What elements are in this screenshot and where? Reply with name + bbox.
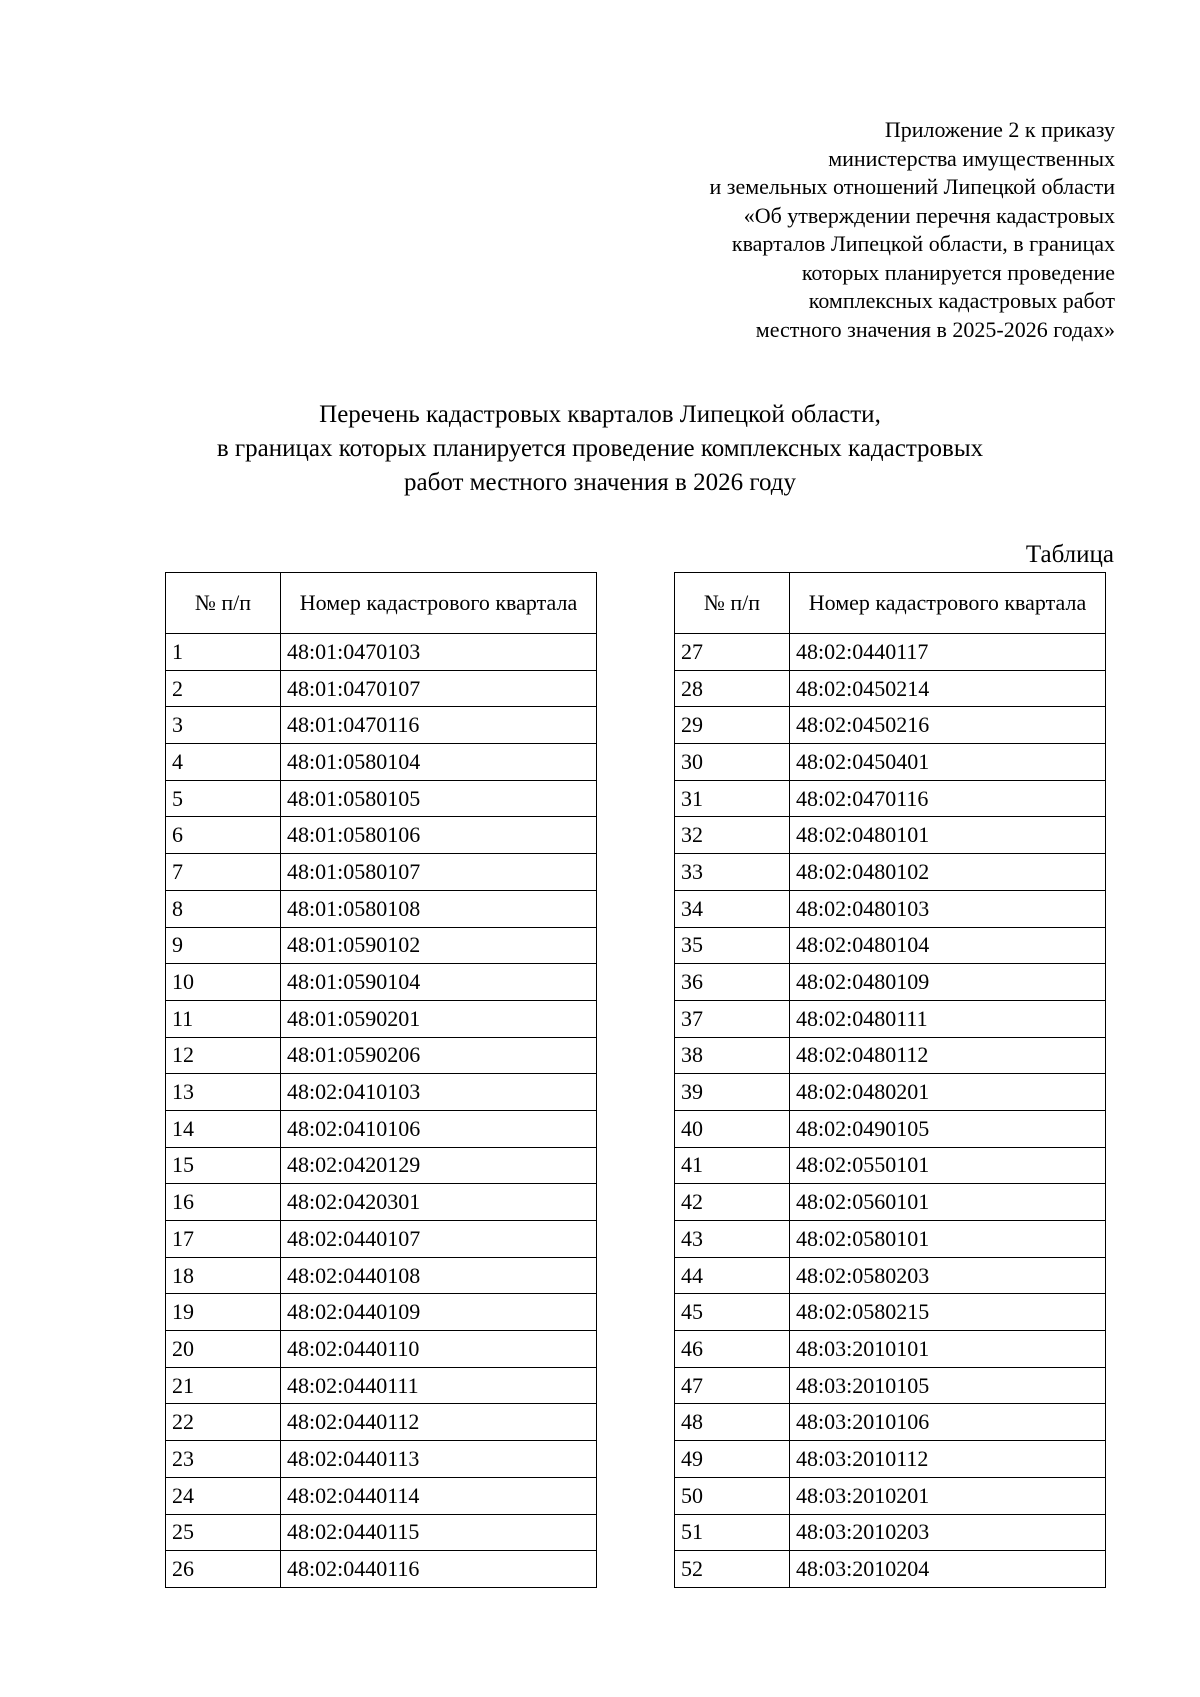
document-title xyxy=(0,398,1200,500)
header-cadastral-code: Номер кадастрового квартала xyxy=(281,573,597,634)
title-line: в границах которых планируется проведение комплексных кадастровых xyxy=(216,435,984,462)
table-row xyxy=(166,780,597,817)
row-number: 39 xyxy=(675,1074,790,1111)
table-row xyxy=(675,1000,1106,1037)
row-number: 43 xyxy=(675,1221,790,1258)
table-row xyxy=(675,1514,1106,1551)
row-number: 28 xyxy=(675,670,790,707)
header-line: которых планируется проведение xyxy=(801,259,1115,285)
table-row xyxy=(166,1147,597,1184)
row-number: 16 xyxy=(166,1184,281,1221)
row-number: 5 xyxy=(166,780,281,817)
header-line: «Об утверждении перечня кадастровых xyxy=(743,202,1115,228)
row-number: 32 xyxy=(675,817,790,854)
row-number: 20 xyxy=(166,1331,281,1368)
table-row xyxy=(166,744,597,781)
table-row xyxy=(166,1294,597,1331)
cadastral-code: 48:02:0470116 xyxy=(790,780,1106,817)
table-row xyxy=(166,670,597,707)
cadastral-code: 48:02:0580215 xyxy=(790,1294,1106,1331)
table-row xyxy=(166,1404,597,1441)
row-number: 33 xyxy=(675,854,790,891)
row-number: 11 xyxy=(166,1000,281,1037)
row-number: 6 xyxy=(166,817,281,854)
table-row xyxy=(166,1110,597,1147)
cadastral-code: 48:02:0580101 xyxy=(790,1221,1106,1258)
table-row xyxy=(675,1477,1106,1514)
header-number: № п/п xyxy=(675,573,790,634)
cadastral-code: 48:01:0580104 xyxy=(281,744,597,781)
table-header-row xyxy=(675,573,1106,634)
table-row xyxy=(166,964,597,1001)
cadastral-code: 48:01:0590104 xyxy=(281,964,597,1001)
header-line: комплексных кадастровых работ xyxy=(808,288,1115,313)
cadastral-code: 48:02:0480103 xyxy=(790,890,1106,927)
row-number: 12 xyxy=(166,1037,281,1074)
cadastral-code: 48:02:0480201 xyxy=(790,1074,1106,1111)
header-line: кварталов Липецкой области, в границах xyxy=(731,231,1115,256)
cadastral-code: 48:03:2010201 xyxy=(790,1477,1106,1514)
table-row xyxy=(675,1110,1106,1147)
cadastral-code: 48:02:0480104 xyxy=(790,927,1106,964)
table-row xyxy=(675,1221,1106,1258)
cadastral-code: 48:02:0480112 xyxy=(790,1037,1106,1074)
table-row xyxy=(675,780,1106,817)
row-number: 42 xyxy=(675,1184,790,1221)
title-line: работ местного значения в 2026 году xyxy=(404,469,796,496)
table-row xyxy=(675,744,1106,781)
cadastral-code: 48:02:0550101 xyxy=(790,1147,1106,1184)
appendix-header xyxy=(515,116,1115,344)
row-number: 41 xyxy=(675,1147,790,1184)
cadastral-code: 48:02:0450216 xyxy=(790,707,1106,744)
cadastral-code: 48:02:0440111 xyxy=(281,1367,597,1404)
row-number: 36 xyxy=(675,964,790,1001)
row-number: 52 xyxy=(675,1551,790,1588)
header-line: и земельных отношений Липецкой области xyxy=(709,174,1115,199)
table-row xyxy=(675,1551,1106,1588)
cadastral-code: 48:02:0440109 xyxy=(281,1294,597,1331)
row-number: 44 xyxy=(675,1257,790,1294)
table-row xyxy=(675,1441,1106,1478)
cadastral-code: 48:01:0590206 xyxy=(281,1037,597,1074)
table-row xyxy=(166,1074,597,1111)
row-number: 50 xyxy=(675,1477,790,1514)
row-number: 19 xyxy=(166,1294,281,1331)
table-row xyxy=(166,1037,597,1074)
row-number: 17 xyxy=(166,1221,281,1258)
header-line: местного значения в 2025-2026 годах» xyxy=(755,316,1115,342)
row-number: 38 xyxy=(675,1037,790,1074)
header-number: № п/п xyxy=(166,573,281,634)
cadastral-code: 48:02:0450214 xyxy=(790,670,1106,707)
cadastral-table-left xyxy=(165,572,597,1588)
table-header-row xyxy=(166,573,597,634)
cadastral-code: 48:02:0440114 xyxy=(281,1477,597,1514)
cadastral-code: 48:01:0580105 xyxy=(281,780,597,817)
table-row xyxy=(675,1367,1106,1404)
table-row xyxy=(166,1441,597,1478)
cadastral-code: 48:03:2010203 xyxy=(790,1514,1106,1551)
cadastral-code: 48:02:0440113 xyxy=(281,1441,597,1478)
table-row xyxy=(166,817,597,854)
cadastral-code: 48:02:0440110 xyxy=(281,1331,597,1368)
table-row xyxy=(166,890,597,927)
row-number: 34 xyxy=(675,890,790,927)
cadastral-code: 48:01:0580106 xyxy=(281,817,597,854)
row-number: 27 xyxy=(675,634,790,671)
row-number: 23 xyxy=(166,1441,281,1478)
table-row xyxy=(166,1221,597,1258)
row-number: 21 xyxy=(166,1367,281,1404)
cadastral-code: 48:01:0470116 xyxy=(281,707,597,744)
row-number: 40 xyxy=(675,1110,790,1147)
table-row xyxy=(675,1037,1106,1074)
cadastral-code: 48:02:0480101 xyxy=(790,817,1106,854)
row-number: 49 xyxy=(675,1441,790,1478)
cadastral-code: 48:01:0590201 xyxy=(281,1000,597,1037)
row-number: 9 xyxy=(166,927,281,964)
row-number: 30 xyxy=(675,744,790,781)
row-number: 10 xyxy=(166,964,281,1001)
row-number: 13 xyxy=(166,1074,281,1111)
table-row xyxy=(675,927,1106,964)
header-cadastral-code: Номер кадастрового квартала xyxy=(790,573,1106,634)
table-row xyxy=(166,1000,597,1037)
row-number: 51 xyxy=(675,1514,790,1551)
cadastral-code: 48:02:0480102 xyxy=(790,854,1106,891)
cadastral-code: 48:02:0420301 xyxy=(281,1184,597,1221)
table-row xyxy=(675,854,1106,891)
row-number: 47 xyxy=(675,1367,790,1404)
cadastral-code: 48:03:2010106 xyxy=(790,1404,1106,1441)
table-row xyxy=(166,1514,597,1551)
cadastral-code: 48:01:0470107 xyxy=(281,670,597,707)
cadastral-code: 48:01:0580108 xyxy=(281,890,597,927)
table-label: Таблица xyxy=(1025,541,1114,568)
table-row xyxy=(675,670,1106,707)
cadastral-code: 48:03:2010112 xyxy=(790,1441,1106,1478)
table-row xyxy=(166,1257,597,1294)
table-row xyxy=(675,634,1106,671)
row-number: 22 xyxy=(166,1404,281,1441)
cadastral-code: 48:01:0470103 xyxy=(281,634,597,671)
row-number: 18 xyxy=(166,1257,281,1294)
table-row xyxy=(675,707,1106,744)
cadastral-code: 48:01:0590102 xyxy=(281,927,597,964)
row-number: 25 xyxy=(166,1514,281,1551)
table-row xyxy=(675,890,1106,927)
table-row xyxy=(166,1477,597,1514)
cadastral-code: 48:02:0450401 xyxy=(790,744,1106,781)
table-row xyxy=(166,1367,597,1404)
row-number: 24 xyxy=(166,1477,281,1514)
table-row xyxy=(675,817,1106,854)
row-number: 31 xyxy=(675,780,790,817)
cadastral-code: 48:02:0440108 xyxy=(281,1257,597,1294)
cadastral-code: 48:03:2010105 xyxy=(790,1367,1106,1404)
row-number: 37 xyxy=(675,1000,790,1037)
cadastral-code: 48:02:0560101 xyxy=(790,1184,1106,1221)
table-row xyxy=(675,1294,1106,1331)
row-number: 35 xyxy=(675,927,790,964)
table-row xyxy=(675,1404,1106,1441)
cadastral-code: 48:02:0440117 xyxy=(790,634,1106,671)
table-row xyxy=(166,927,597,964)
table-row xyxy=(675,1074,1106,1111)
row-number: 45 xyxy=(675,1294,790,1331)
table-row xyxy=(675,1257,1106,1294)
table-row xyxy=(675,1184,1106,1221)
cadastral-code: 48:02:0440107 xyxy=(281,1221,597,1258)
table-row xyxy=(166,1551,597,1588)
row-number: 2 xyxy=(166,670,281,707)
cadastral-code: 48:02:0490105 xyxy=(790,1110,1106,1147)
cadastral-code: 48:02:0440112 xyxy=(281,1404,597,1441)
row-number: 46 xyxy=(675,1331,790,1368)
cadastral-table-right xyxy=(674,572,1106,1588)
row-number: 4 xyxy=(166,744,281,781)
cadastral-code: 48:02:0410103 xyxy=(281,1074,597,1111)
cadastral-code: 48:02:0440115 xyxy=(281,1514,597,1551)
row-number: 48 xyxy=(675,1404,790,1441)
table-row xyxy=(166,1184,597,1221)
table-row xyxy=(166,634,597,671)
table-row xyxy=(166,854,597,891)
cadastral-code: 48:02:0480109 xyxy=(790,964,1106,1001)
row-number: 15 xyxy=(166,1147,281,1184)
title-line: Перечень кадастровых кварталов Липецкой области, xyxy=(319,401,881,428)
cadastral-code: 48:02:0440116 xyxy=(281,1551,597,1588)
table-row xyxy=(675,1147,1106,1184)
header-line: министерства имущественных xyxy=(828,145,1115,171)
table-body-left xyxy=(166,634,597,1588)
row-number: 3 xyxy=(166,707,281,744)
cadastral-code: 48:02:0410106 xyxy=(281,1110,597,1147)
row-number: 14 xyxy=(166,1110,281,1147)
header-line: Приложение 2 к приказу xyxy=(884,117,1115,142)
cadastral-code: 48:01:0580107 xyxy=(281,854,597,891)
cadastral-code: 48:03:2010204 xyxy=(790,1551,1106,1588)
cadastral-code: 48:02:0580203 xyxy=(790,1257,1106,1294)
table-row xyxy=(675,1331,1106,1368)
cadastral-code: 48:03:2010101 xyxy=(790,1331,1106,1368)
cadastral-code: 48:02:0420129 xyxy=(281,1147,597,1184)
row-number: 7 xyxy=(166,854,281,891)
table-row xyxy=(166,1331,597,1368)
table-row xyxy=(166,707,597,744)
row-number: 1 xyxy=(166,634,281,671)
row-number: 26 xyxy=(166,1551,281,1588)
table-row xyxy=(675,964,1106,1001)
table-body-right xyxy=(675,634,1106,1588)
cadastral-code: 48:02:0480111 xyxy=(790,1000,1106,1037)
row-number: 8 xyxy=(166,890,281,927)
row-number: 29 xyxy=(675,707,790,744)
